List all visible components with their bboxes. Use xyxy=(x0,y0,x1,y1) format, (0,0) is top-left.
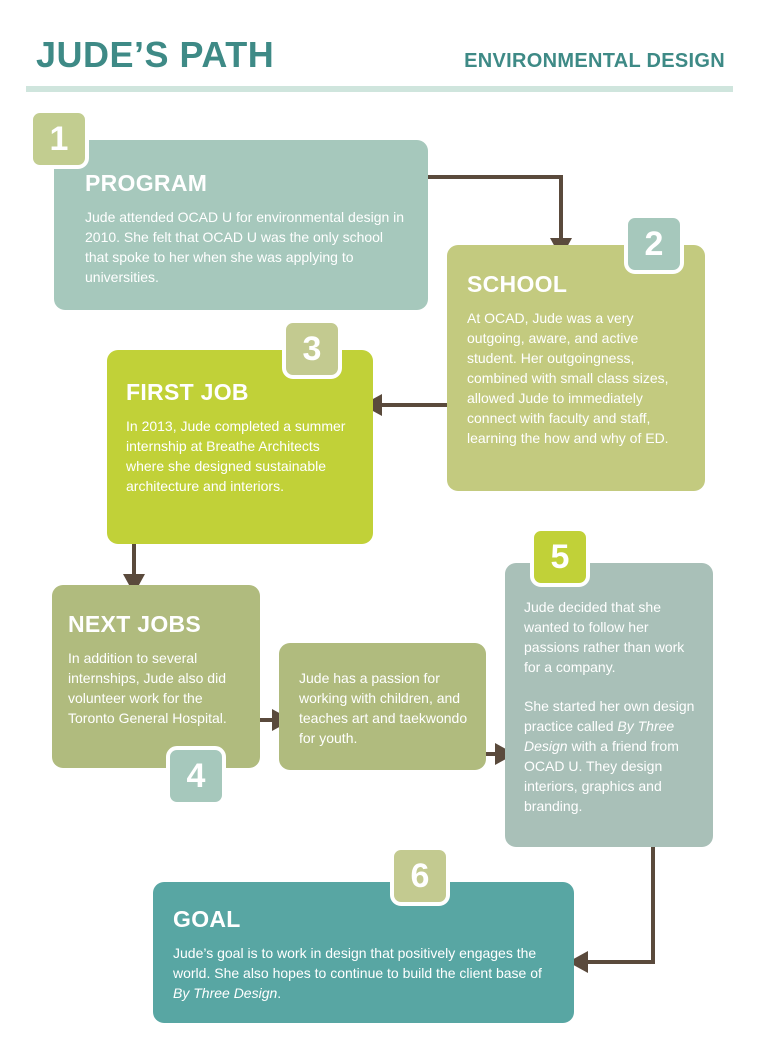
step-firstjob-text: In 2013, Jude completed a summer internship at Breathe Architects where she designed sustainable architecture and interiors. xyxy=(126,418,346,494)
step-nextjobs-text: In addition to several internships, Jude also did volunteer work for the Toronto General Hospital. xyxy=(68,650,227,726)
step-firstjob-title: FIRST JOB xyxy=(126,379,249,405)
step-5-practice-name: By Three Design xyxy=(524,718,675,754)
step-goal-practice-name: By Three Design xyxy=(173,985,278,1001)
step-program-card xyxy=(54,140,428,310)
step-program-text: Jude attended OCAD U for environmental design in 2010. She felt that OCAD U was the only school that spoke to her when she was applying to universities. xyxy=(85,209,405,285)
step-school-text: At OCAD, Jude was a very outgoing, aware, and active student. Her outgoingness, combined with small class sizes, allowed Jude to immediately connect with faculty and staff, learning the how and why of ED. xyxy=(467,310,669,446)
arrow-step5-to-goal xyxy=(584,838,653,962)
step-nextjobs-title: NEXT JOBS xyxy=(68,611,202,637)
step-5-card xyxy=(505,563,713,847)
step-goal-text: Jude’s goal is to work in design that positively engages the world. She also hopes to continue to build the client base of By Three Design. xyxy=(173,945,542,1001)
step-3-badge: 3 xyxy=(282,319,342,379)
arrow-program-to-school xyxy=(408,177,561,242)
step-program-title: PROGRAM xyxy=(85,170,208,196)
step-1-badge: 1 xyxy=(29,109,89,169)
passion-card xyxy=(279,643,486,770)
step-5-badge: 5 xyxy=(530,527,590,587)
page-subtitle: ENVIRONMENTAL DESIGN xyxy=(464,50,725,72)
passion-text: Jude has a passion for working with children, and teaches art and taekwondo for youth. xyxy=(299,670,468,746)
step-goal-card xyxy=(153,882,574,1023)
step-2-badge: 2 xyxy=(624,214,684,274)
step-school-title: SCHOOL xyxy=(467,271,568,297)
step-goal-title: GOAL xyxy=(173,906,241,932)
step-5-text-b: She started her own design practice called By Three Design with a friend from OCAD U. They design interiors, graphics and branding. xyxy=(524,698,695,814)
page-title: JUDE’S PATH xyxy=(36,34,275,75)
step-firstjob-card xyxy=(107,350,373,544)
step-4-badge: 4 xyxy=(166,746,226,806)
step-6-badge: 6 xyxy=(390,846,450,906)
step-5-text-a: Jude decided that she wanted to follow her passions rather than work for a company. xyxy=(524,599,685,675)
step-nextjobs-card xyxy=(52,585,260,768)
step-school-card xyxy=(447,245,705,491)
